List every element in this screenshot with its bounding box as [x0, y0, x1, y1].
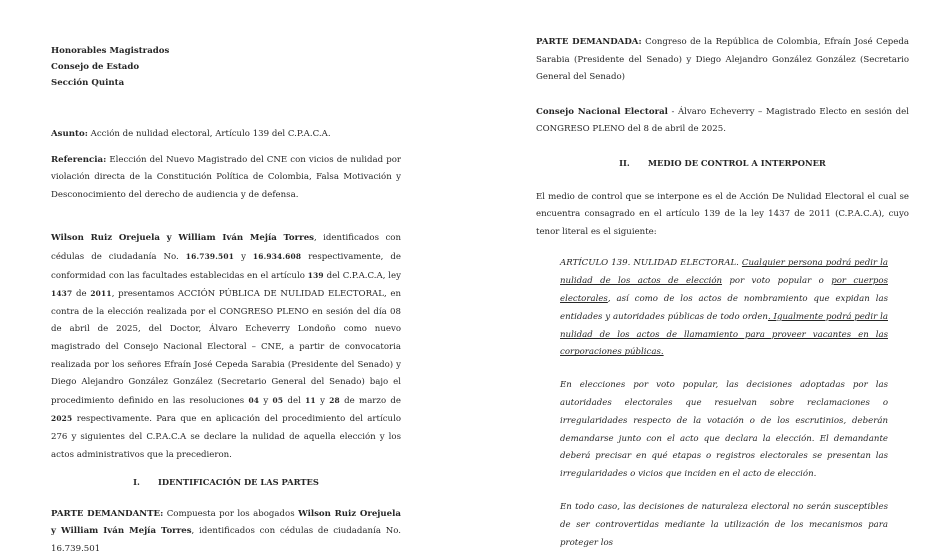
cedula-1: 16.739.501 — [185, 251, 235, 261]
cne-label: Consejo Nacional Electoral — [536, 106, 668, 117]
plaintiff-names: Wilson Ruiz Orejuela y William Iván Mejía Torres — [51, 233, 314, 244]
section-heading-2 — [536, 155, 909, 173]
referencia-label: Referencia: — [51, 154, 107, 165]
section-number: II. — [619, 157, 630, 168]
section-title: IDENTIFICACIÓN DE LAS PARTES — [157, 477, 319, 488]
addressee-line-1: Honorables Magistrados — [51, 46, 170, 56]
addressee-line-2: Consejo de Estado — [51, 62, 140, 72]
demandante-text: Compuesta por los abogados — [163, 508, 299, 519]
intro-text: y — [234, 251, 253, 262]
quote-paragraph-2: En elecciones por voto popular, las decisiones adoptadas por las autoridades electorales que resuelvan sobre reclamaciones o irregularidades respecto de la votación o de los escrutinios, deberán demandarse junto con el acto que declara la elección. El demandante deberá precisar en qué etapas o registros electorales se presentan las irregularidades o vicios que inciden en el acto de elección. — [560, 380, 888, 480]
law-year: 2011 — [90, 289, 112, 299]
quote-underlined: . Igualmente podrá pedir la nulidad de los actos de llamamiento para proveer vacantes en las corporaciones públicas. — [560, 311, 888, 358]
intro-text: y — [315, 395, 330, 406]
intro-text: de marzo de — [339, 395, 401, 406]
asunto-label: Asunto: — [51, 129, 88, 139]
quote-text: ARTÍCULO 139. NULIDAD ELECTORAL. — [560, 258, 742, 269]
medio-paragraph: El medio de control que se interpone es el de Acción De Nulidad Electoral el cual se encuentra consagrado en el artículo 139 de la ley 1437 de 2011 (C.P.A.C.A), cuyo tenor literal es el siguiente: — [536, 191, 909, 237]
law-number: 1437 — [51, 289, 73, 299]
date-day-1: 11 — [305, 395, 316, 405]
intro-text: y — [259, 395, 273, 406]
cedula-2: 16.934.608 — [252, 251, 302, 261]
resolution-2: 05 — [272, 395, 284, 405]
referencia-paragraph — [51, 152, 401, 205]
resolution-1: 04 — [248, 395, 260, 405]
demandada-paragraph — [536, 34, 909, 87]
quote-text: por voto popular o — [722, 276, 832, 287]
asunto-paragraph — [51, 126, 401, 144]
demandante-names: Wilson Ruiz Orejuela y William Iván Mejía Torres — [51, 508, 401, 537]
intro-text: del — [283, 395, 306, 406]
date-day-2: 28 — [329, 395, 340, 405]
cne-text: - Álvaro Echeverry – Magistrado Electo en sesión del CONGRESO PLENO del 8 de abril de 2025. — [536, 106, 909, 135]
intro-text: respectivamente, de conformidad con las facultades establecidas en el artículo — [51, 251, 401, 281]
intro-paragraph — [51, 230, 401, 464]
referencia-text: Elección del Nuevo Magistrado del CNE con vicios de nulidad por violación directa de la Constitución Política de Colombia, Falsa Motivación y Desconocimiento del derecho de audiencia y de defensa. — [51, 154, 401, 200]
article-number: 139 — [307, 270, 324, 280]
demandante-paragraph — [51, 506, 401, 558]
intro-text: del C.P.A.C.A, ley — [323, 270, 401, 281]
quote-underlined: Cualquier persona podrá pedir la nulidad de los actos de elección — [560, 258, 888, 287]
section-number: I. — [133, 477, 140, 488]
quote-text: , así como de los actos de nombramiento que expidan las entidades y autoridades públicas de todo orden — [560, 293, 888, 322]
quote-underlined: por cuerpos electorales — [560, 276, 888, 304]
section-heading-1 — [51, 474, 401, 492]
demandada-text: Congreso de la República de Colombia, Efraín José Cepeda Sarabia (Presidente del Senado) y Diego Alejandro González González (Secretario General del Senado) — [536, 37, 909, 83]
demandada-label: PARTE DEMANDADA: — [536, 37, 642, 47]
intro-text: respectivamente. Para que en aplicación del procedimiento del artículo 276 y siguientes del C.P.A.C.A se declare la nulidad de aquella elección y los actos administrativos que la precedieron. — [51, 414, 401, 460]
left-column — [51, 0, 401, 558]
intro-text: de — [72, 289, 91, 300]
demandante-rest: , identificados con cédulas de ciudadanía No. 16.739.501 — [51, 526, 401, 554]
addressee-line-3: Sección Quinta — [51, 78, 125, 88]
right-column — [536, 0, 909, 552]
quote-paragraph-3: En todo caso, las decisiones de naturaleza electoral no serán susceptibles de ser controvertidas mediante la utilización de los mecanismos para proteger los — [560, 501, 888, 548]
asunto-text: Acción de nulidad electoral, Artículo 139 del C.P.A.C.A. — [87, 129, 331, 139]
resolution-year: 2025 — [51, 414, 73, 424]
demandante-label: PARTE DEMANDANTE: — [51, 508, 164, 519]
cne-paragraph — [536, 104, 909, 139]
intro-text: , presentamos ACCIÓN PÚBLICA DE NULIDAD ELECTORAL, en contra de la elección realizada por el CONGRESO PLENO en sesión del día 08 de abril de 2025, del Doctor, Álvaro Echeverry Londoño como nuevo magistrado del Consejo Nacional Electoral – CNE, a partir de convocatoria realizada por los señores Efraín José Cepeda Sarabia (Presidente del Senado) y Diego Alejandro González González (Secretario General del Senado) bajo el procedimiento definido en las resoluciones — [51, 289, 401, 406]
section-title: MEDIO DE CONTROL A INTERPONER — [647, 157, 826, 168]
intro-text: , identificados con cédulas de ciudadanía No. — [51, 233, 401, 262]
quote-article-139 — [560, 255, 888, 362]
